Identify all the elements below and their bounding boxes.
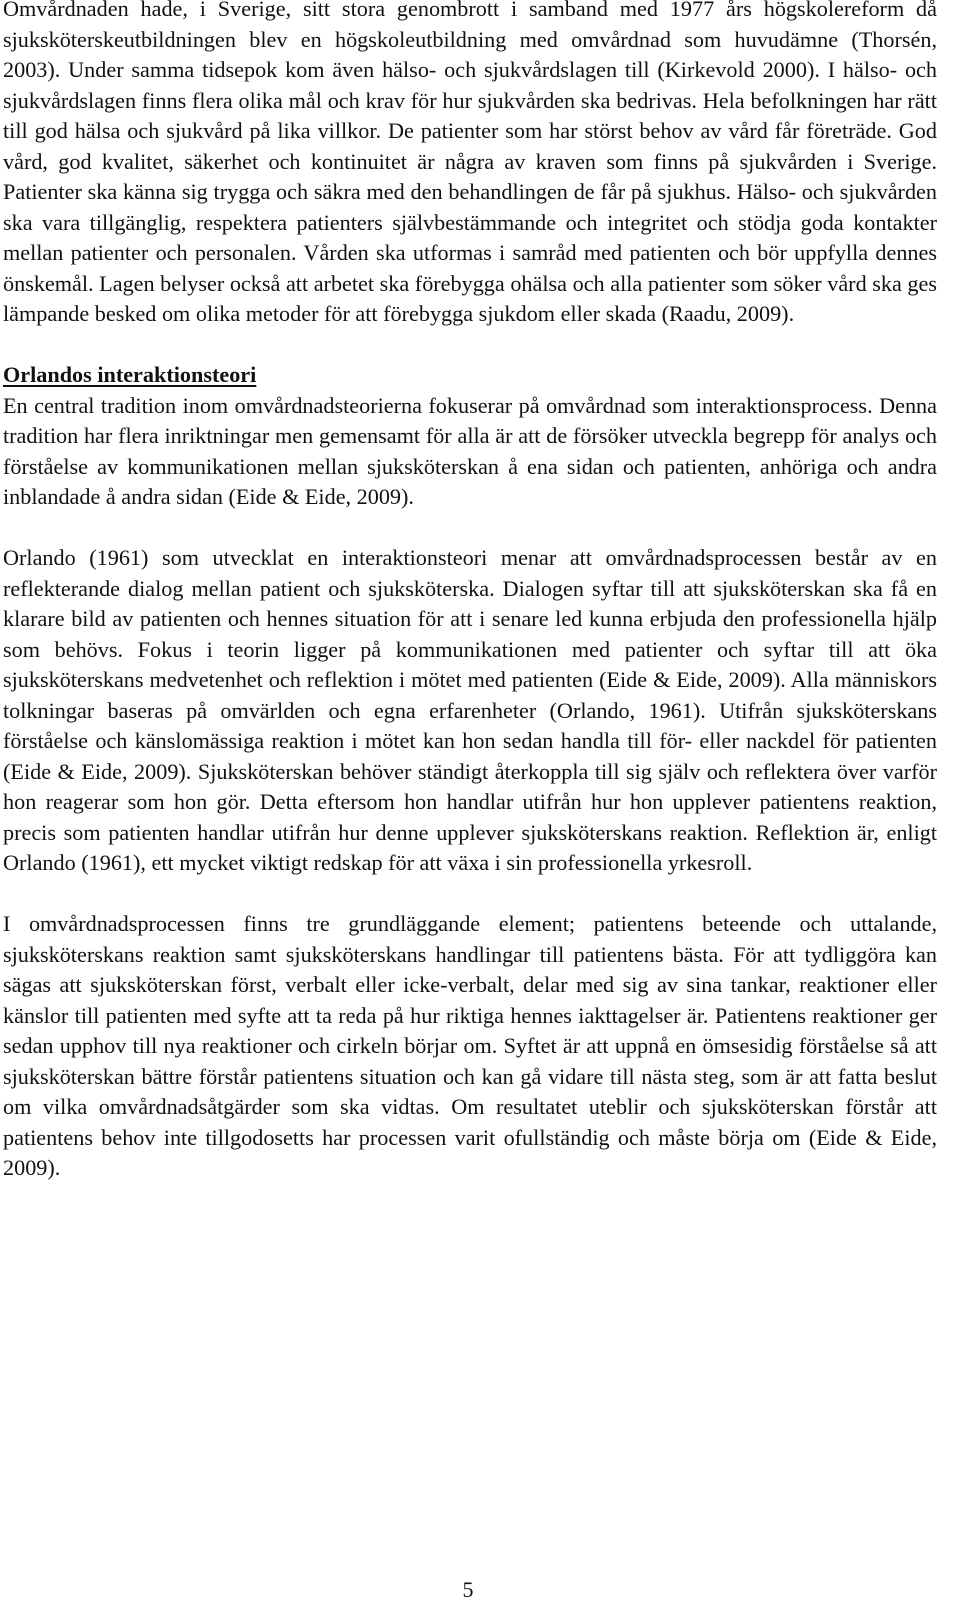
body-paragraph-2: En central tradition inom omvårdnadsteorierna fokuserar på omvårdnad som interaktionsprocess. Denna tradition har flera inriktningar men gemensamt för alla är att de försöker utveckla begrepp för analys och förståelse av kommunikationen mellan sjuksköterskan å ena sidan och patienten, anhöriga och andra inblandade å andra sidan (Eide & Eide, 2009). bbox=[3, 392, 937, 509]
page-number: 5 bbox=[462, 1577, 474, 1602]
section-heading: Orlandos interaktionsteori bbox=[3, 362, 257, 387]
body-paragraph-1: Omvårdnaden hade, i Sverige, sitt stora genombrott i samband med 1977 års högskolereform då sjuksköterskeutbildningen blev en högskoleutbildning med omvårdnad som huvudämne (Thorsén, 2003). Under samma tidsepok kom även hälso- och sjukvårdslagen till (Kirkevold 2000). I hälso- och sjukvårdslagen finns flera olika mål och krav för hur sjukvården ska bedrivas. Hela befolkningen har rätt till god hälsa och sjukvård på lika villkor. De patienter som har störst behov av vård får företräde. God vård, god kvalitet, säkerhet och kontinuitet är några av kraven som finns på sjukvården i Sverige. Patienter ska känna sig trygga och säkra med den behandlingen de får på sjukhus. Hälso- och sjukvården ska vara tillgänglig, respektera patienters självbestämmande och integritet och stödja goda kontakter mellan patienter och personalen. Vården ska utformas i samråd med patienten och bör uppfylla dennes önskemål. Lagen belyser också att arbetet ska förebygga ohälsa och alla patienter som söker vård ska ges lämpande besked om olika metoder för att förebygga sjukdom eller skada (Raadu, 2009). bbox=[3, 0, 937, 326]
document-body bbox=[3, 0, 937, 1184]
body-paragraph-4: I omvårdnadsprocessen finns tre grundläggande element; patientens beteende och uttalande, sjuksköterskans reaktion samt sjuksköterskans handlingar till patientens bästa. För att tydliggöra kan sägas att sjuksköterskan först, verbalt eller icke-verbalt, delar med sig av sina tankar, reaktioner eller känslor till patienten med syfte att ta reda på hur riktiga hennes iakttagelser är. Patientens reaktioner ger sedan upphov till nya reaktioner och cirkeln börjar om. Syftet är att uppnå en ömsesidig förståelse så att sjuksköterskan bättre förstår patientens situation och kan gå vidare till nästa steg, som är att fatta beslut om vilka omvårdnadsåtgärder som ska vidtas. Om resultatet uteblir och sjuksköterskan förstår att patientens behov inte tillgodosetts har processen varit ofullständig och måste börja om (Eide & Eide, 2009). bbox=[3, 911, 937, 1180]
body-paragraph-3: Orlando (1961) som utvecklat en interaktionsteori menar att omvårdnadsprocessen består av en reflekterande dialog mellan patient och sjuksköterska. Dialogen syftar till att sjuksköterskan ska få en klarare bild av patienten och hennes situation för att i senare led kunna erbjuda den professionella hjälp som behövs. Fokus i teorin ligger på kommunikationen med patienter och syftar till att öka sjuksköterskans medvetenhet och reflektion i mötet med patienten (Eide & Eide, 2009). Alla människors tolkningar baseras på omvärlden och egna erfarenheter (Orlando, 1961). Utifrån sjuksköterskans förståelse och känslomässiga reaktion i mötet kan hon sedan handla till för- eller nackdel för patienten (Eide & Eide, 2009). Sjuksköterskan behöver ständigt återkoppla till sig själv och reflektera över varför hon reagerar som hon gör. Detta eftersom hon handlar utifrån hur hon upplever patientens reaktion, precis som patienten handlar utifrån hur denne upplever sjuksköterskans reaktion. Reflektion är, enligt Orlando (1961), ett mycket viktigt redskap för att växa i sin professionella yrkesroll. bbox=[3, 545, 937, 875]
